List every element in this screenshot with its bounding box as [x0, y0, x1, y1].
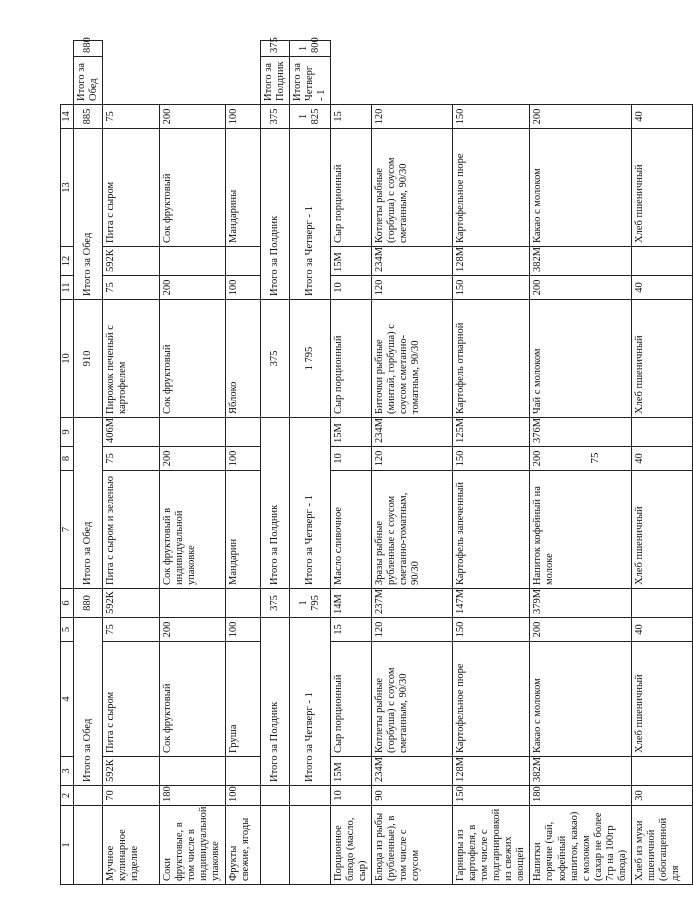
total-value: 885 [74, 105, 103, 129]
recipe-code-cell: 382М [530, 247, 632, 276]
portion-cell: 120 [372, 105, 453, 129]
recipe-code-cell [160, 418, 225, 447]
category-cell: Блюда из рыбы (рубленные), в том числе с соусом [372, 806, 453, 885]
recipe-code-cell: 234М [372, 418, 453, 447]
dish-name-cell: Картофельное пюре [453, 129, 530, 247]
recipe-code-cell [160, 589, 225, 618]
total-label: Итого за Полдник [260, 57, 289, 105]
portion-cell: 150 [453, 786, 530, 806]
portion-cell: 70 [103, 786, 160, 806]
category-cell: Напитки горячие (чай, кофейный напиток, какао) с молоком (сахар не более 7гр на 100гр блюда) [530, 806, 632, 885]
recipe-code-cell [631, 589, 692, 618]
portion-cell: 40 [631, 105, 692, 129]
dish-name-cell: Хлеб пшеничный [631, 471, 692, 589]
total-label: Итого за Четверг - 1 [289, 129, 330, 300]
recipe-code-cell [225, 757, 260, 786]
portion-cell: 10 [330, 786, 371, 806]
total-label: Итого за Обед [74, 618, 103, 786]
portion-cell: 30 [631, 786, 692, 806]
total-value: 375 [260, 300, 289, 418]
recipe-code-cell [160, 247, 225, 276]
recipe-code-cell [225, 418, 260, 447]
category-cell: Фрукты свежие, ягоды [225, 806, 260, 885]
column-number: 12 [61, 247, 74, 276]
portion-cell: 90 [372, 786, 453, 806]
column-number: 7 [61, 471, 74, 589]
dish-name-cell: Сыр порционный [330, 642, 371, 757]
total-value: 1 825 [289, 105, 330, 129]
dish-name-cell: Зразы рыбные рубленные с соусом сметанно-томатным, 90/30 [372, 471, 453, 589]
dish-name-cell: Напиток кофейный на молоке [530, 471, 632, 589]
dish-name-cell: Картофель запеченный [453, 471, 530, 589]
portion-cell: 200 [160, 618, 225, 642]
page-number: 75 [589, 452, 601, 464]
portion-cell: 40 [631, 447, 692, 471]
recipe-code-cell: 592К [103, 757, 160, 786]
total-empty-cell [260, 806, 289, 885]
portion-cell: 100 [225, 276, 260, 300]
dish-row [631, 41, 692, 885]
recipe-code-cell [631, 247, 692, 276]
column-number: 2 [61, 786, 74, 806]
portion-cell: 180 [160, 786, 225, 806]
dish-name-cell: Сыр порционный [330, 300, 371, 418]
recipe-code-cell: 125М [453, 418, 530, 447]
portion-cell: 100 [225, 618, 260, 642]
total-value: 910 [74, 300, 103, 418]
portion-cell: 40 [631, 618, 692, 642]
category-cell: Гарниры из картофеля, в том числе с подгарнировкой из свежих овощей [453, 806, 530, 885]
recipe-code-cell: 15М [330, 247, 371, 276]
portion-cell: 200 [160, 447, 225, 471]
recipe-code-cell: 234М [372, 247, 453, 276]
column-number: 11 [61, 276, 74, 300]
dish-name-cell: Картофельное пюре [453, 642, 530, 757]
total-value: 1 800 [289, 41, 330, 57]
category-cell: Мучное кулинарное изделие [103, 806, 160, 885]
recipe-code-cell: 128М [453, 247, 530, 276]
portion-cell: 150 [453, 276, 530, 300]
recipe-code-cell: 14М [330, 589, 371, 618]
total-value: 880 [74, 589, 103, 618]
recipe-code-cell: 592К [103, 589, 160, 618]
total-value: 375 [260, 105, 289, 129]
total-row [260, 41, 289, 885]
dish-name-cell: Мандарины [225, 129, 260, 247]
portion-cell: 100 [225, 105, 260, 129]
dish-name-cell: Хлеб пшеничный [631, 129, 692, 247]
dish-name-cell: Какао с молоком [530, 642, 632, 757]
dish-name-cell: Пирожок печеный с картофелем [103, 300, 160, 418]
category-cell: Соки фруктовые, в том числе в индивидуальной упаковке [160, 806, 225, 885]
column-number: 8 [61, 447, 74, 471]
dish-name-cell: Мандарин [225, 471, 260, 589]
portion-cell: 120 [372, 276, 453, 300]
total-row [289, 41, 330, 885]
total-empty-cell [289, 786, 330, 806]
portion-cell: 200 [530, 447, 632, 471]
column-number: 3 [61, 757, 74, 786]
portion-cell: 75 [103, 105, 160, 129]
total-label: Итого за Четверг - 1 [289, 618, 330, 786]
total-empty-cell [74, 806, 103, 885]
total-row [74, 41, 103, 885]
dish-name-cell: Картофель отварной [453, 300, 530, 418]
total-label: Итого за Четверг - 1 [289, 418, 330, 589]
total-value: 1 795 [289, 300, 330, 418]
recipe-code-cell: 234М [372, 757, 453, 786]
portion-cell: 200 [160, 105, 225, 129]
recipe-code-cell: 237М [372, 589, 453, 618]
portion-cell: 150 [453, 447, 530, 471]
menu-table-rotated [60, 37, 682, 885]
total-label: Итого за Полдник [260, 618, 289, 786]
total-label: Итого за Полдник [260, 418, 289, 589]
recipe-code-cell: 376М [530, 418, 632, 447]
portion-cell: 75 [103, 618, 160, 642]
dish-name-cell: Масло сливочное [330, 471, 371, 589]
column-number: 6 [61, 589, 74, 618]
column-number: 10 [61, 300, 74, 418]
total-empty-cell [74, 786, 103, 806]
total-label: Итого за Обед [74, 418, 103, 589]
portion-cell: 200 [530, 276, 632, 300]
dish-name-cell: Хлеб пшеничный [631, 642, 692, 757]
recipe-code-cell: 15М [330, 757, 371, 786]
dish-name-cell: Сок фруктовый [160, 642, 225, 757]
recipe-code-cell: 592К [103, 247, 160, 276]
recipe-code-cell [631, 418, 692, 447]
portion-cell: 200 [160, 276, 225, 300]
portion-cell: 15 [330, 105, 371, 129]
portion-cell: 100 [225, 447, 260, 471]
dish-name-cell: Пита с сыром [103, 129, 160, 247]
dish-name-cell: Чай с молоком [530, 300, 632, 418]
total-value: 375 [260, 589, 289, 618]
dish-row [330, 41, 371, 885]
portion-cell: 120 [372, 447, 453, 471]
total-empty-cell [260, 786, 289, 806]
total-label: Итого за Четверг - 1 [289, 57, 330, 105]
recipe-code-cell [631, 757, 692, 786]
dish-name-cell: Какао с молоком [530, 129, 632, 247]
portion-cell: 100 [225, 786, 260, 806]
category-cell: Порционное блюдо (масло, сыр) [330, 806, 371, 885]
total-label: Итого за Обед [74, 57, 103, 105]
portion-cell: 150 [453, 105, 530, 129]
portion-cell: 75 [103, 276, 160, 300]
recipe-code-cell: 406М [103, 418, 160, 447]
recipe-code-cell: 147М [453, 589, 530, 618]
dish-row [453, 41, 530, 885]
dish-row [372, 41, 453, 885]
dish-name-cell: Груша [225, 642, 260, 757]
column-number: 4 [61, 642, 74, 757]
dish-name-cell: Котлеты рыбные (горбуша) с соусом сметанным, 90/30 [372, 129, 453, 247]
portion-cell: 40 [631, 276, 692, 300]
column-number: 13 [61, 129, 74, 247]
total-label: Итого за Полдник [260, 129, 289, 300]
column-number-row [61, 41, 74, 885]
column-number: 9 [61, 418, 74, 447]
dish-row [225, 41, 260, 885]
recipe-code-cell: 128М [453, 757, 530, 786]
dish-name-cell: Сок фруктовый [160, 129, 225, 247]
dish-name-cell: Сок фруктовый в индивидуальной упаковке [160, 471, 225, 589]
portion-cell: 75 [103, 447, 160, 471]
dish-name-cell: Хлеб пшеничный [631, 300, 692, 418]
dish-name-cell: Пита с сыром [103, 642, 160, 757]
column-number: 5 [61, 618, 74, 642]
portion-cell: 200 [530, 618, 632, 642]
total-value: 375 [260, 41, 289, 57]
column-number: 1 [61, 806, 74, 885]
dish-name-cell: Котлеты рыбные (горбуша) с соусом сметанным, 90/30 [372, 642, 453, 757]
portion-cell: 180 [530, 786, 632, 806]
dish-name-cell: Биточки рыбные (минтай, горбуша) с соусом сметанно-томатным, 90/30 [372, 300, 453, 418]
category-cell: Хлеб из муки пшеничной (обогащенной для [631, 806, 692, 885]
dish-name-cell: Пита с сыром и зеленью [103, 471, 160, 589]
dish-name-cell: Сок фруктовый [160, 300, 225, 418]
recipe-code-cell: 379М [530, 589, 632, 618]
dish-row [530, 41, 632, 885]
total-empty-cell [289, 806, 330, 885]
portion-cell: 10 [330, 447, 371, 471]
recipe-code-cell: 15М [330, 418, 371, 447]
total-label: Итого за Обед [74, 129, 103, 300]
dish-row [160, 41, 225, 885]
portion-cell: 120 [372, 618, 453, 642]
portion-cell: 10 [330, 276, 371, 300]
recipe-code-cell [225, 247, 260, 276]
total-value: 1 795 [289, 589, 330, 618]
portion-cell: 200 [530, 105, 632, 129]
dish-row [103, 41, 160, 885]
recipe-code-cell [160, 757, 225, 786]
portion-cell: 15 [330, 618, 371, 642]
recipe-code-cell: 382М [530, 757, 632, 786]
column-number: 14 [61, 105, 74, 129]
portion-cell: 150 [453, 618, 530, 642]
recipe-code-cell [225, 589, 260, 618]
total-value: 880 [74, 41, 103, 57]
dish-name-cell: Сыр порционный [330, 129, 371, 247]
dish-name-cell: Яблоко [225, 300, 260, 418]
